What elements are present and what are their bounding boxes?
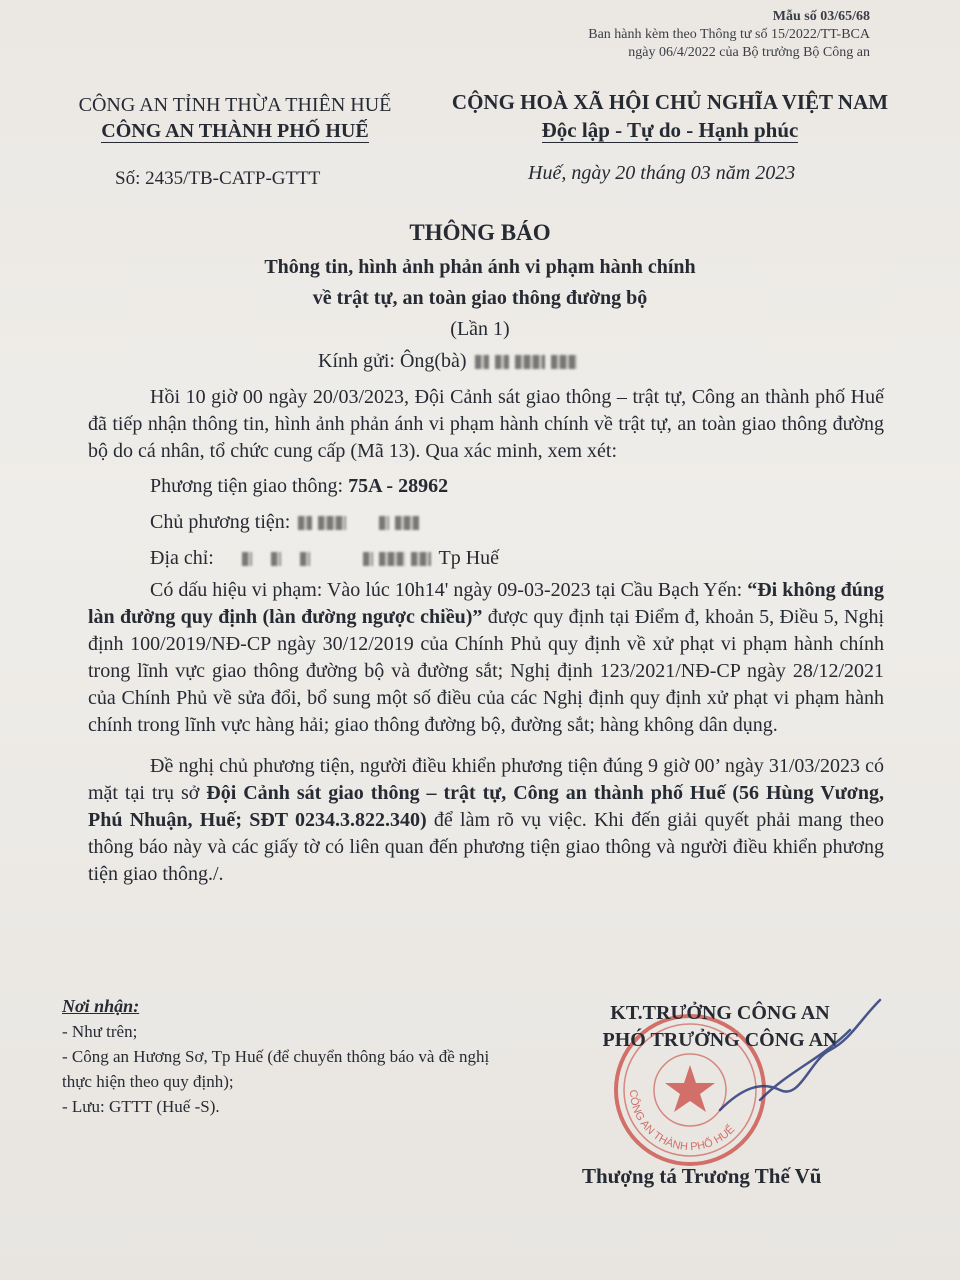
intro-paragraph: Hồi 10 giờ 00 ngày 20/03/2023, Đội Cảnh sát giao thông – trật tự, Công an thành phố Huế đã tiếp nhận thông tin, hình ảnh phản ánh vi phạm hành chính về trật tự, an toàn giao thông đường bộ do cá nhân, tổ chức cung cấp (Mã 13). Qua xác minh, xem xét: xyxy=(88,386,884,462)
request-intro: Đề nghị chủ phương tiện, người điều khiển phương tiện đúng 9 giờ 00’ ngày 31/03/2023 có mặt tại trụ sở xyxy=(88,755,884,804)
document-subtitle xyxy=(0,252,960,314)
redacted-name xyxy=(515,355,545,369)
request-paragraph xyxy=(88,753,884,888)
document-body xyxy=(88,384,884,888)
redacted-name xyxy=(495,355,509,369)
redacted-owner xyxy=(379,516,389,530)
document-title: THÔNG BÁO xyxy=(409,220,551,245)
agency-name: CÔNG AN THÀNH PHỐ HUẾ xyxy=(101,120,369,142)
recipient-line xyxy=(318,350,580,373)
redacted-address xyxy=(242,552,252,566)
vehicle-label: Phương tiện giao thông: xyxy=(150,475,344,497)
redacted-name xyxy=(475,355,489,369)
redacted-address xyxy=(363,552,373,566)
form-reference xyxy=(588,8,870,62)
subtitle-line1: Thông tin, hình ảnh phản ánh vi phạm hành chính xyxy=(264,256,696,278)
document-number: Số: 2435/TB-CATP-GTTT xyxy=(115,168,321,189)
redacted-owner xyxy=(298,516,312,530)
redacted-name xyxy=(551,355,577,369)
signature-line2: PHÓ TRƯỞNG CÔNG AN xyxy=(602,1029,838,1051)
address-line xyxy=(88,543,884,573)
recipients-block xyxy=(62,994,512,1119)
redacted-address xyxy=(300,552,310,566)
form-ref-line2: Ban hành kèm theo Thông tư số 15/2022/TT-BCA xyxy=(588,27,870,42)
signature-line1: KT.TRƯỞNG CÔNG AN xyxy=(610,1002,830,1024)
recipient-label: Kính gửi: Ông(bà) xyxy=(318,350,467,372)
redacted-owner xyxy=(318,516,346,530)
owner-line xyxy=(88,507,884,537)
owner-label: Chủ phương tiện: xyxy=(150,511,291,533)
address-label: Địa chỉ: xyxy=(150,547,214,569)
subtitle-line2: về trật tự, an toàn giao thông đường bộ xyxy=(312,287,648,309)
national-motto: Độc lập - Tự do - Hạnh phúc xyxy=(541,118,799,142)
recipient-item: - Lưu: GTTT (Huế -S). xyxy=(62,1097,220,1116)
agency-parent: CÔNG AN TỈNH THỪA THIÊN HUẾ xyxy=(78,94,392,116)
form-ref-line3: ngày 06/4/2022 của Bộ trưởng Bộ Công an xyxy=(628,45,870,60)
vehicle-plate: 75A - 28962 xyxy=(348,475,449,497)
national-header xyxy=(420,88,920,144)
agency-header xyxy=(55,92,415,144)
violation-description: “Đi không đúng làn đường quy định (làn đường ngược chiều)” xyxy=(88,579,884,628)
place-date: Huế, ngày 20 tháng 03 năm 2023 xyxy=(528,162,796,184)
recipient-item: - Công an Hương Sơ, Tp Huế (để chuyển thông báo và đề nghị thực hiện theo quy định); xyxy=(62,1047,490,1091)
redacted-address xyxy=(411,552,431,566)
redacted-address xyxy=(379,552,405,566)
request-location: Đội Cảnh sát giao thông – trật tự, Công an thành phố Huế (56 Hùng Vương, Phú Nhuận, Huế; SĐT 0234.3.822.340) xyxy=(88,782,884,831)
notice-count: (Lần 1) xyxy=(450,318,510,340)
country-name: CỘNG HOÀ XÃ HỘI CHỦ NGHĨA VIỆT NAM xyxy=(451,90,889,114)
redacted-address xyxy=(271,552,281,566)
violation-legal-basis: được quy định tại Điểm đ, khoản 5, Điều 5, Nghị định 100/2019/NĐ-CP ngày 30/12/2019 của Chính Phủ quy định về xử phạt vi phạm hành chính trong lĩnh vực giao thông đường bộ và đường sắt; Nghị định 123/2021/NĐ-CP ngày 28/12/2021 của Chính Phủ về sửa đổi, bổ sung một số điều của các Nghị định quy định xử phạt vi phạm hành chính trong lĩnh vực hàng hải; giao thông đường bộ, đường sắt; hàng không dân dụng. xyxy=(88,606,884,736)
vehicle-line xyxy=(88,471,884,501)
handwritten-signature xyxy=(700,990,900,1120)
recipients-heading: Nơi nhận: xyxy=(62,996,140,1016)
signer-name: Thượng tá Trương Thế Vũ xyxy=(582,1164,822,1188)
violation-paragraph xyxy=(88,577,884,739)
redacted-owner xyxy=(395,516,419,530)
violation-intro: Có dấu hiệu vi phạm: Vào lúc 10h14' ngày 09-03-2023 tại Cầu Bạch Yến: xyxy=(150,579,748,601)
address-city: Tp Huế xyxy=(438,547,500,569)
request-instructions: để làm rõ vụ việc. Khi đến giải quyết phải mang theo thông báo này và các giấy tờ có liên quan đến phương tiện giao thông và người điều khiển phương tiện giao thông./. xyxy=(88,809,884,885)
form-number: Mẫu số 03/65/68 xyxy=(772,9,870,24)
recipient-item: - Như trên; xyxy=(62,1022,138,1041)
stamp-text: CÔNG AN THÀNH PHỐ HUẾ xyxy=(626,1089,738,1154)
